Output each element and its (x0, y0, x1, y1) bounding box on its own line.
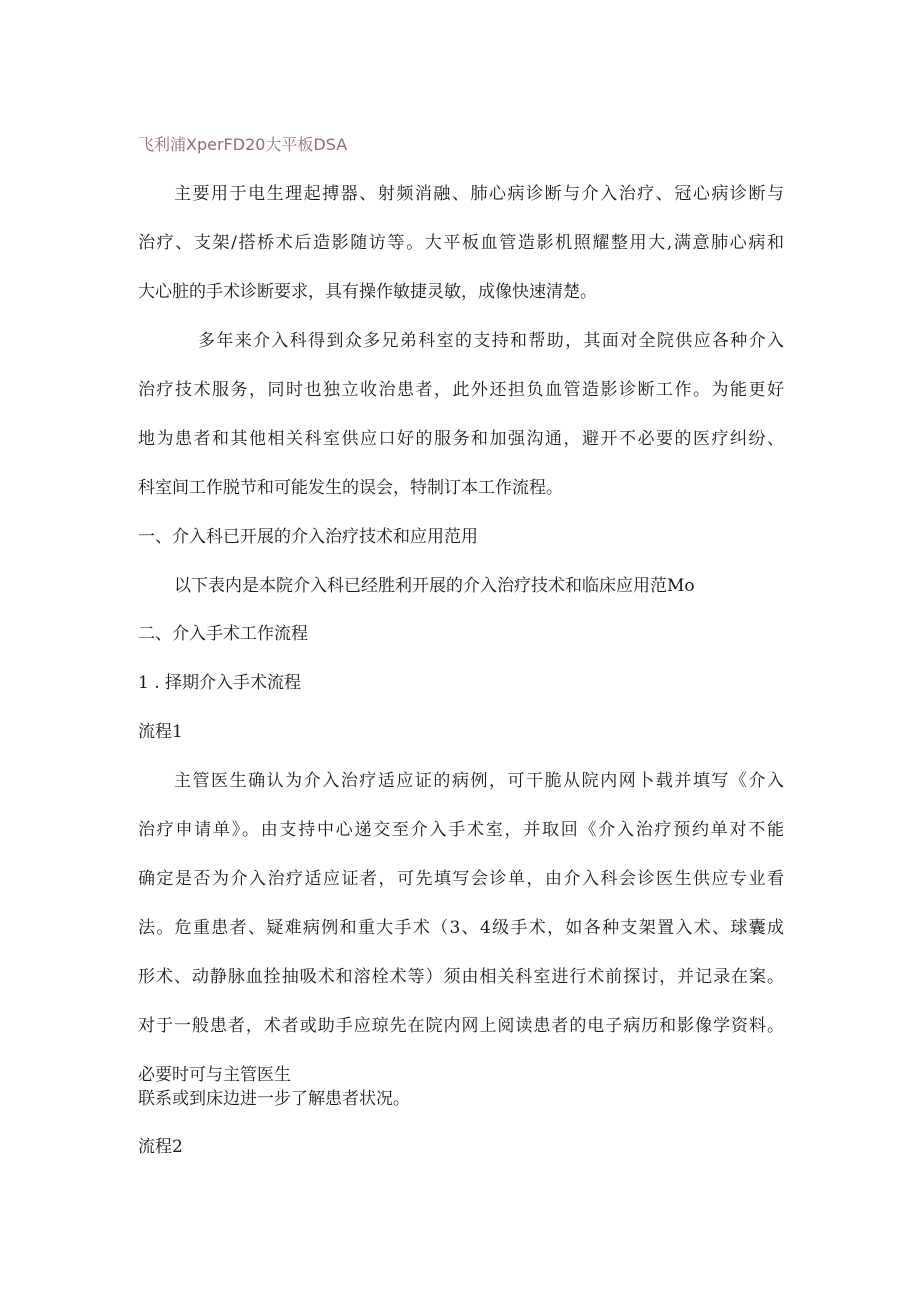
overview-line-1: 多年来介入科得到众多兄弟科室的支持和帮助，其面对全院供应各种介入 (198, 331, 784, 351)
flow-1-line-3: 确定是否为介入治疗适应证者，可先填写会诊单，由介入科会诊医生供应专业看 (138, 869, 784, 889)
flow-1-line-7: 必要时可与主管医生 (138, 1065, 291, 1085)
subsection-1-heading: 1 . 择期介入手术流程 (138, 673, 302, 693)
intro-line-3: 大心脏的手术诊断要求，具有操作敏捷灵敏，成像快速清楚。 (138, 282, 597, 302)
section-1-heading: 一、介入科已开展的介入治疗技术和应用范用 (138, 527, 478, 547)
flow-1-line-2: 治疗申请单》。由支持中心递交至介入手术室，并取回《介入治疗预约单对不能 (138, 820, 784, 840)
overview-line-2: 治疗技术服务，同时也独立收治患者，此外还担负血管造影诊断工作。为能更好 (138, 380, 784, 400)
section-2-heading: 二、介入手术工作流程 (138, 624, 308, 644)
intro-line-2: 治疗、支架/搭桥术后造影随访等。大平板血管造影机照耀整用大,满意肺心病和 (138, 233, 784, 253)
flow-1-line-1: 主管医生确认为介入治疗适应证的病例，可干脆从院内网卜载并填写《介入 (174, 771, 784, 791)
intro-line-1: 主要用于电生理起搏器、射频消融、肺心病诊断与介入治疗、冠心病诊断与 (174, 184, 784, 204)
overview-line-3: 地为患者和其他相关科室供应口好的服务和加强沟通，避开不必要的医疗纠纷、 (138, 429, 784, 449)
flow-1-line-6: 对于一般患者，术者或助手应琼先在院内网上阅读患者的电子病历和影像学资料。 (138, 1016, 784, 1036)
flow-1-line-5: 形术、动静脉血拴抽吸术和溶栓术等）须由相关科室进行术前探讨，并记录在案。 (138, 967, 784, 987)
section-1-body: 以下表内是本院介入科已经胜利开展的介入治疗技术和临床应用范Mo (174, 576, 695, 596)
flow-1-line-4: 法。危重患者、疑难病例和重大手术（3、4级手术，如各种支架置入术、球囊成 (138, 918, 784, 938)
overview-line-4: 科室间工作脱节和可能发生的误会，特制订本工作流程。 (138, 478, 563, 498)
flow-1-label: 流程1 (138, 722, 183, 742)
document-title: 飞利浦XperFD20大平板DSA (138, 135, 348, 154)
flow-2-label: 流程2 (138, 1137, 183, 1157)
flow-1-line-8: 联系或到床边进一步了解患者状况。 (138, 1089, 410, 1109)
